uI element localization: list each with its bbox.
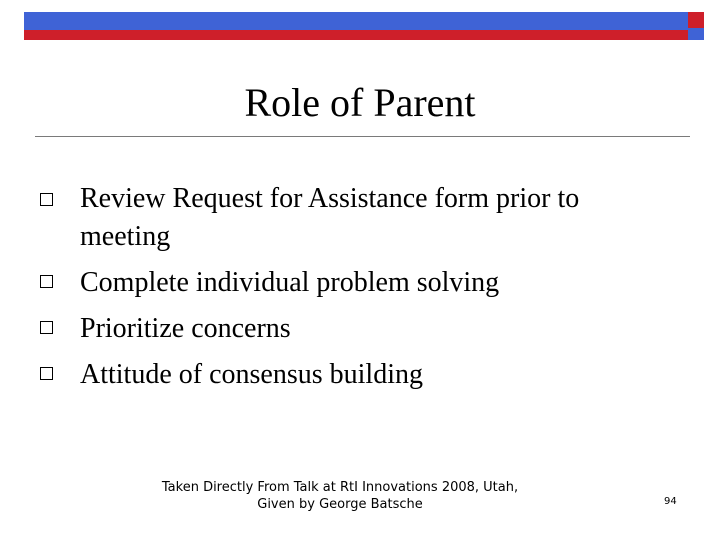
bullet-text: Complete individual problem solving (80, 267, 500, 298)
bullet-text: Attitude of consensus building (80, 359, 423, 390)
slide-footer (150, 479, 530, 513)
hollow-square-bullet-icon (40, 275, 53, 288)
bullet-item (38, 260, 678, 306)
hollow-square-bullet-icon (40, 321, 53, 334)
page-number: 94 (664, 496, 677, 507)
bullet-list (38, 176, 678, 398)
slide-title: Role of Parent (244, 80, 476, 125)
bullet-item (38, 306, 678, 352)
bullet-text-line: meeting (80, 221, 171, 252)
hollow-square-bullet-icon (40, 367, 53, 380)
footer-line: Taken Directly From Talk at RtI Innovations 2008, Utah, (161, 480, 519, 495)
footer-line: Given by George Batsche (257, 497, 423, 512)
hollow-square-bullet-icon (40, 193, 53, 206)
bullet-text-line: Review Request for Assistance form prior to (80, 183, 580, 214)
bullet-item (38, 176, 678, 260)
title-divider (35, 136, 690, 137)
top-blue-bar (24, 12, 688, 30)
bullet-item (38, 352, 678, 398)
corner-red-square (688, 12, 704, 28)
bullet-text: Prioritize concerns (80, 313, 291, 344)
corner-blue-square (688, 28, 704, 40)
top-red-bar (24, 30, 688, 40)
